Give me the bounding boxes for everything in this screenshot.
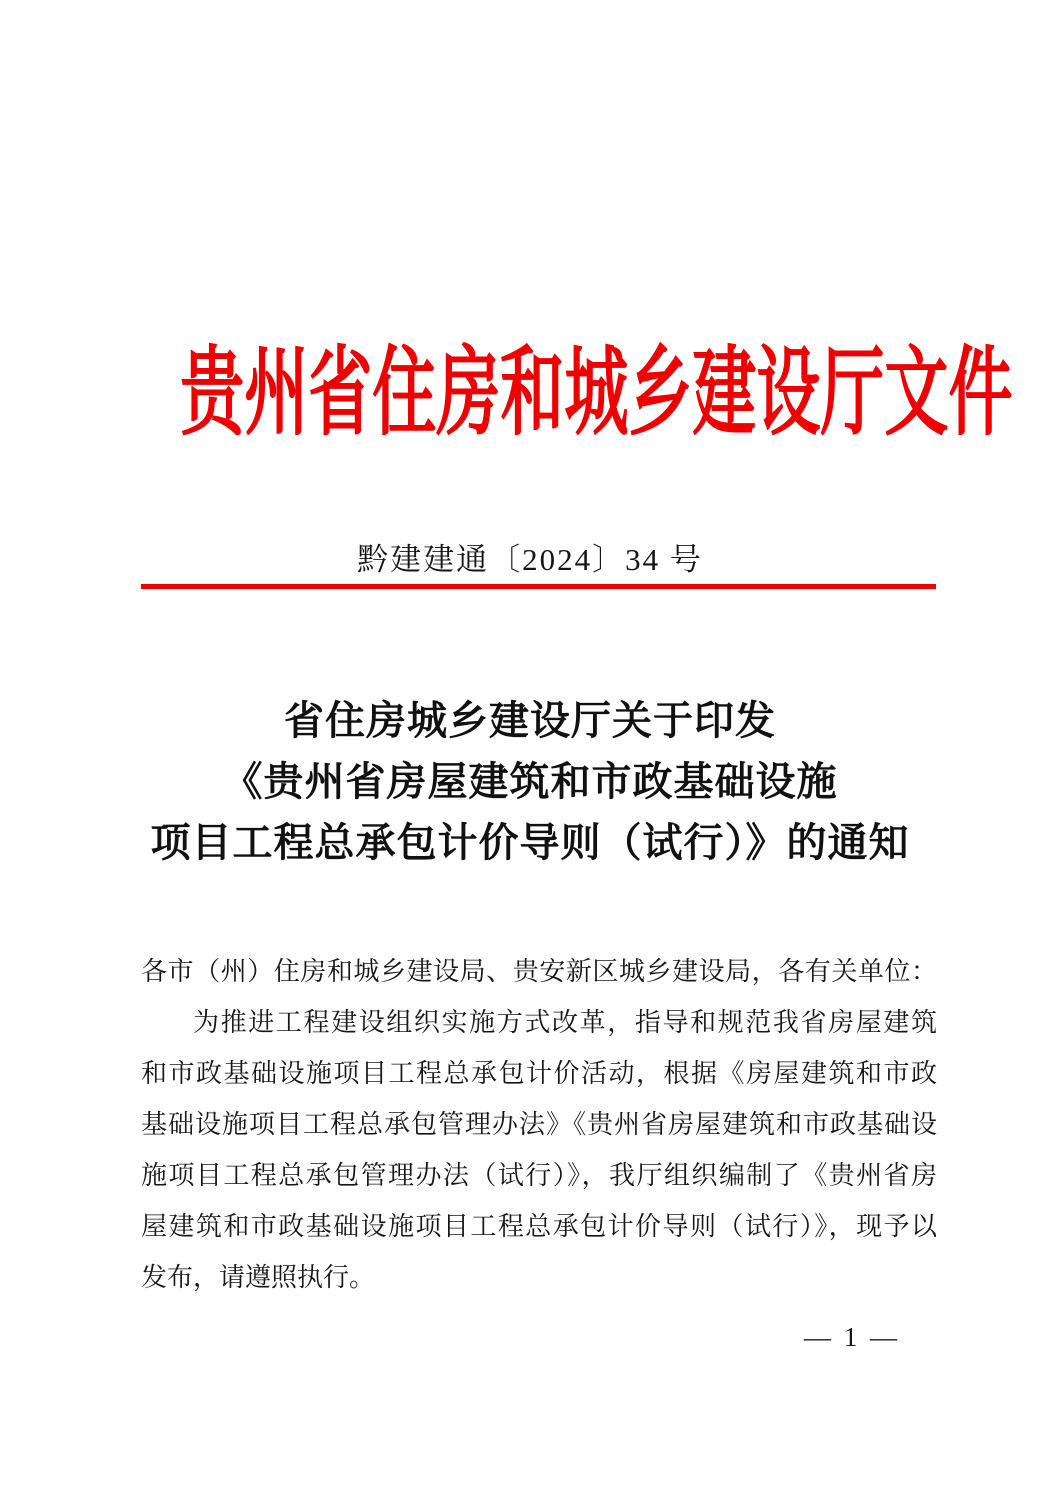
body-line: 发布，请遵照执行。 (141, 1263, 376, 1292)
notice-body (141, 946, 937, 1303)
notice-title-line-2: 《贵州省房屋建筑和市政基础设施 (222, 759, 838, 804)
body-line: 和市政基础设施项目工程总承包计价活动，根据《房屋建筑和市政 (141, 1059, 937, 1088)
salutation-line: 各市（州）住房和城乡建设局、贵安新区城乡建设局，各有关单位： (141, 957, 937, 986)
notice-title (0, 690, 1060, 873)
letterhead-divider-line (141, 584, 936, 589)
body-line: 屋建筑和市政基础设施项目工程总承包计价导则（试行）》，现予以 (141, 1212, 937, 1241)
body-line: 基础设施项目工程总承包管理办法》《贵州省房屋建筑和市政基础设 (141, 1110, 937, 1139)
notice-title-line-3: 项目工程总承包计价导则（试行）》的通知 (150, 820, 910, 865)
letterhead-title: 贵州省住房和城乡建设厅文件 (180, 340, 1013, 447)
body-line: 施项目工程总承包管理办法（试行）》，我厅组织编制了《贵州省房 (141, 1161, 937, 1190)
document-reference-number: 黔建建通〔2024〕34 号 (357, 542, 703, 577)
body-line: 为推进工程建设组织实施方式改革，指导和规范我省房屋建筑 (193, 1008, 937, 1037)
notice-title-line-1: 省住房城乡建设厅关于印发 (284, 698, 776, 743)
page-number: — 1 — (804, 1322, 900, 1352)
